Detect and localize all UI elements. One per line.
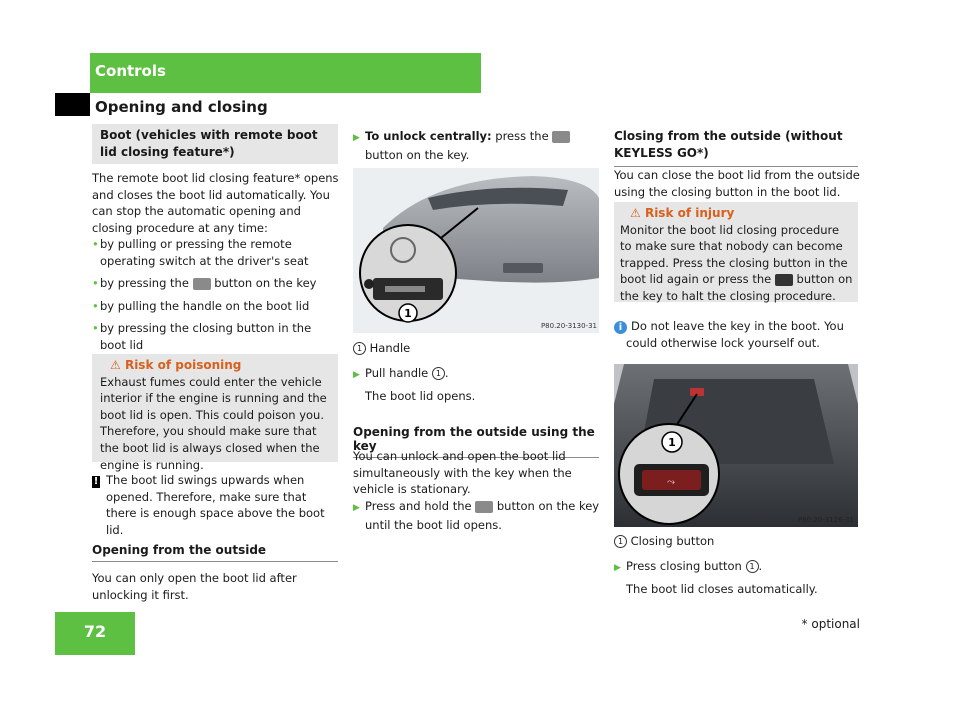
boot-handle-image bbox=[353, 168, 599, 333]
section-heading: Opening from the outside bbox=[92, 543, 338, 562]
boot-key-button-icon bbox=[775, 274, 793, 286]
callout-marker: 1 bbox=[353, 342, 366, 355]
pull-step: ▶ Pull handle 1 . The boot lid opens. bbox=[353, 365, 599, 404]
section-text: You can close the boot lid from the outside using the closing button in the boot lid. bbox=[614, 168, 860, 199]
note bbox=[92, 472, 340, 538]
section-text: You can only open the boot lid after unlocking it first. bbox=[92, 571, 297, 602]
legend-item: 1 Handle bbox=[353, 340, 599, 357]
svg-text:⤳: ⤳ bbox=[667, 477, 675, 488]
warning-title: Risk of injury bbox=[644, 206, 735, 220]
closing-button-image bbox=[614, 364, 858, 527]
bullet-list bbox=[92, 236, 340, 354]
info-note: i Do not leave the key in the boot. You could otherwise lock yourself out. bbox=[614, 318, 860, 351]
section-title: Controls bbox=[95, 62, 166, 80]
boot-heading-box bbox=[92, 124, 338, 164]
image-code: P80.20-3126-31 bbox=[797, 516, 854, 524]
warning-text: Monitor the boot lid closing procedure to make sure that nobody can become trapped. Press the closing button in the boot lid again or press the button on the key to halt the closing procedure. bbox=[620, 222, 853, 303]
image-callout: 1 bbox=[404, 307, 412, 320]
step-result: The boot lid closes automatically. bbox=[626, 581, 818, 596]
list-item: • by pressing the button on the key bbox=[92, 275, 340, 292]
page-number: 72 bbox=[83, 622, 107, 641]
boot-heading: Boot (vehicles with remote boot lid closing feature*) bbox=[100, 128, 318, 159]
step-result: The boot lid opens. bbox=[365, 388, 476, 403]
warning-triangle-icon: ⚠ bbox=[110, 358, 121, 372]
unlock-step: ▶ To unlock centrally: press the button on the key. bbox=[353, 128, 599, 163]
section-text: You can unlock and open the boot lid simultaneously with the key when the vehicle is stationary. bbox=[353, 449, 572, 497]
unlock-button-icon bbox=[552, 131, 570, 143]
subsection-title: Opening and closing bbox=[95, 98, 268, 116]
boot-key-button-icon bbox=[475, 501, 493, 513]
warning-text: Exhaust fumes could enter the vehicle interior if the engine is running and the boot lid is open. This could poison you. Therefore, you should make sure that the boot lid is always closed when the engine is running. bbox=[100, 374, 327, 472]
injury-warning bbox=[614, 202, 858, 302]
hold-step: ▶ Press and hold the button on the key until the boot lid opens. bbox=[353, 499, 600, 532]
list-item: • by pulling or pressing the remote operating switch at the driver's seat bbox=[92, 236, 340, 269]
list-item: • by pulling the handle on the boot lid bbox=[92, 298, 340, 315]
image-code: P80.20-3130-31 bbox=[540, 322, 597, 330]
image-callout: 1 bbox=[668, 436, 676, 449]
header-marker bbox=[55, 93, 90, 116]
section-heading: Opening from the outside using the key bbox=[353, 425, 599, 458]
press-step: ▶ Press closing button 1 . The boot lid closes automatically. bbox=[614, 558, 860, 597]
poison-warning bbox=[92, 354, 338, 472]
boot-key-button-icon bbox=[193, 278, 211, 290]
section-heading: Closing from the outside (without KEYLESS GO*) bbox=[614, 128, 858, 167]
intro-text: The remote boot lid closing feature* opens and closes the boot lid automatically. You can stop the automatic opening and closing procedure at any time: bbox=[92, 171, 339, 235]
footnote: * optional bbox=[801, 617, 860, 631]
exclamation-icon: ! bbox=[93, 476, 99, 487]
legend-item: 1 Closing button bbox=[614, 533, 860, 550]
callout-marker: 1 bbox=[614, 535, 627, 548]
warning-title: Risk of poisoning bbox=[124, 358, 242, 372]
note-text: The boot lid swings upwards when opened. Therefore, make sure that there is enough space above the boot lid. bbox=[106, 473, 325, 537]
list-item: • by pressing the closing button in the boot lid bbox=[92, 320, 340, 353]
warning-triangle-icon: ⚠ bbox=[630, 206, 641, 220]
info-icon: i bbox=[614, 321, 627, 334]
